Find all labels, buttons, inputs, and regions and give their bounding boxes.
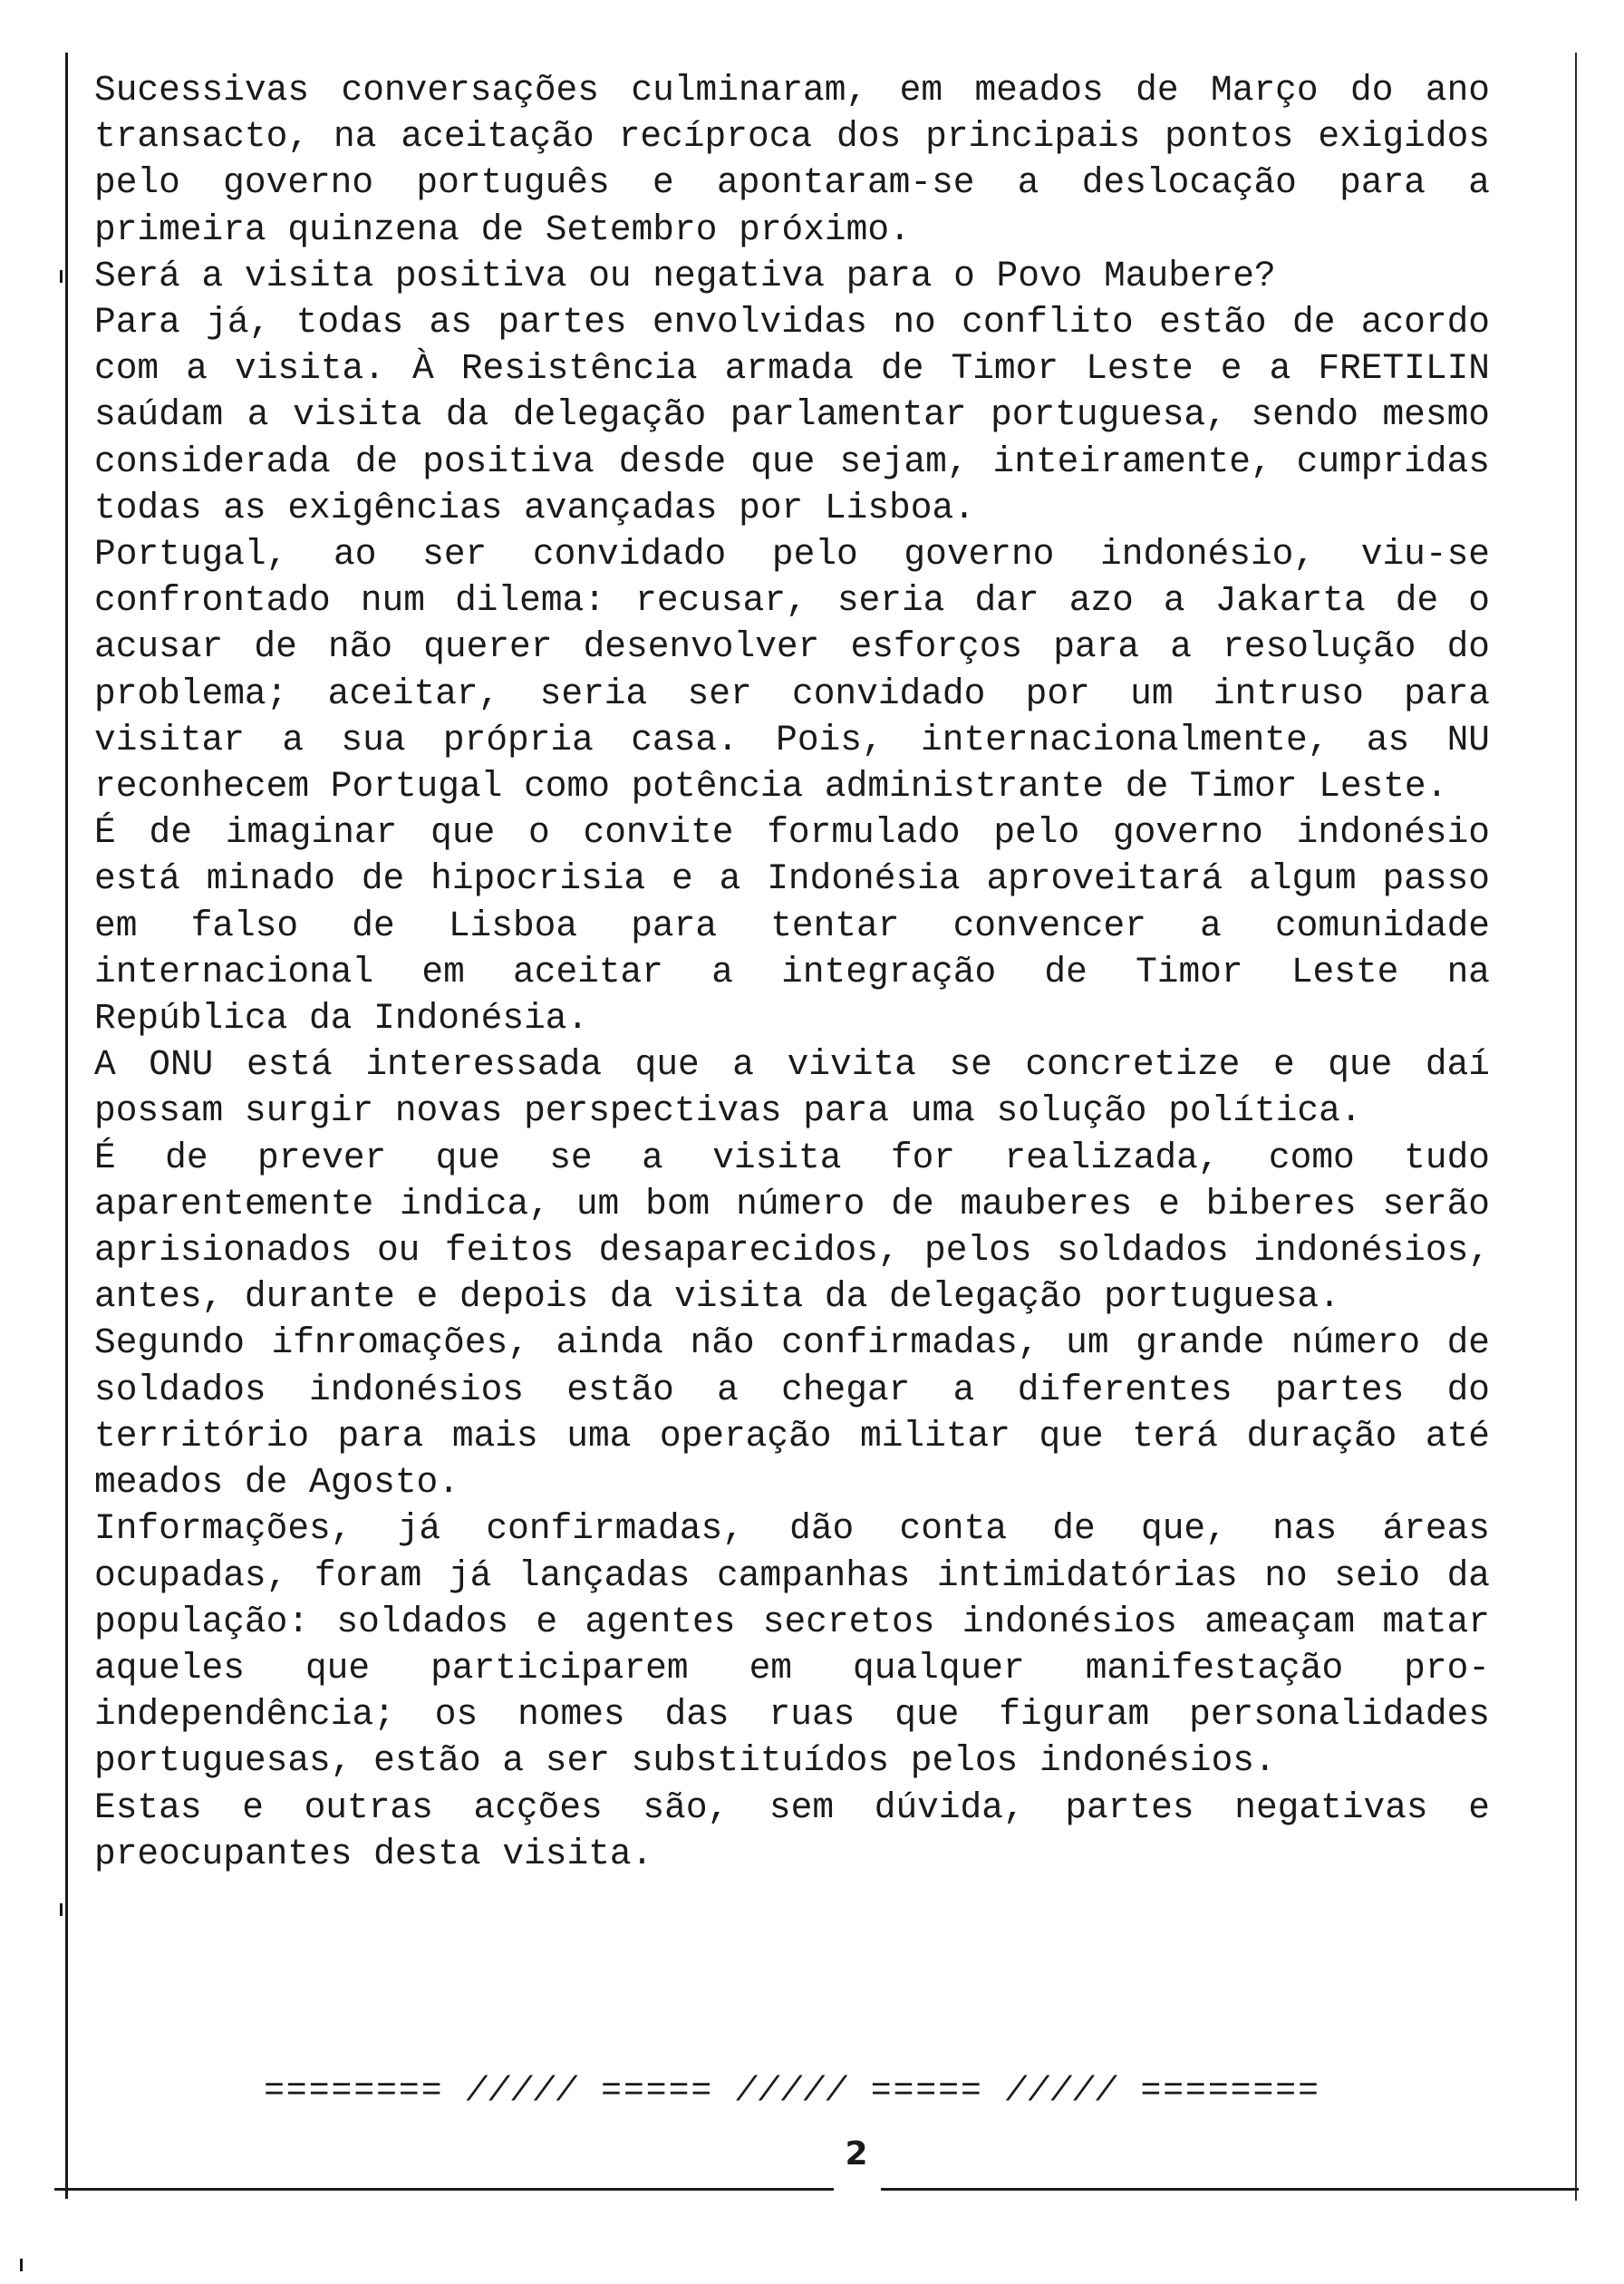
margin-tick-mark [60,1903,63,1916]
paragraph-4: Portugal, ao ser convidado pelo governo indonésio, viu-se confrontado num dilema: recusar, seria dar azo a Jakarta de o acusar de não querer desenvolver esforços para a resolução do problema; aceitar, seria ser convidado por um intruso para visitar a sua própria casa. Pois, internacionalmente, as NU reconhecem Portugal como potência administrante de Timor Leste. [94,534,1490,808]
page-number: 2 [845,2135,868,2173]
paragraph-2: Será a visita positiva ou negativa para o Povo Maubere? [94,255,1276,296]
margin-tick-mark [60,270,63,283]
paragraph-6: A ONU está interessada que a vivita se concretize e que daí possam surgir novas perspectivas para uma solução política. [94,1044,1490,1132]
paragraph-7: É de prever que se a visita for realizada, como tudo aparentemente indica, um bom número de mauberes e biberes serão aprisionados ou feitos desaparecidos, pelos soldados indonésios, antes, durante e depois da visita da delegação portuguesa. [94,1137,1490,1318]
paragraph-1: Sucessivas conversações culminaram, em meados de Março do ano transacto, na aceitação recíproca dos principais pontos exigidos pelo governo português e apontaram-se a deslocação para a primeira quinzena de Setembro próximo. [94,70,1490,250]
footer-rule-right [881,2188,1579,2191]
paragraph-9: Informações, já confirmadas, dão conta de que, nas áreas ocupadas, foram já lançadas campanhas intimidatórias no seio da população: soldados e agentes secretos indonésios ameaçam matar aqueles que participarem em qualquer manifestação pro-independência; os nomes das ruas que figuram personalidades portuguesas, estão a ser substituídos pelos indonésios. [94,1508,1490,1782]
margin-tick-mark [20,2259,23,2271]
section-separator: ======== ///// ===== ///// ===== ///// ======== [264,2072,1320,2111]
article-body [94,67,1490,1877]
paragraph-10: Estas e outras acções são, sem dúvida, partes negativas e preocupantes desta visita. [94,1786,1490,1874]
paragraph-5: É de imaginar que o convite formulado pelo governo indonésio está minado de hipocrisia e a Indonésia aproveitará algum passo em falso de Lisboa para tentar convencer a comunidade internacional em aceitar a integração de Timor Leste na República da Indonésia. [94,812,1490,1040]
footer-rule-left [54,2188,834,2191]
right-margin-rule [1575,53,1577,2201]
paragraph-8: Segundo ifnromações, ainda não confirmadas, um grande número de soldados indonésios estão a chegar a diferentes partes do território para mais uma operação militar que terá duração até meados de Agosto. [94,1322,1490,1504]
left-margin-rule [65,53,68,2199]
paragraph-3: Para já, todas as partes envolvidas no conflito estão de acordo com a visita. À Resistência armada de Timor Leste e a FRETILIN saúdam a visita da delegação parlamentar portuguesa, sendo mesmo considerada de positiva desde que sejam, inteiramente, cumpridas todas as exigências avançadas por Lisboa. [94,302,1490,528]
